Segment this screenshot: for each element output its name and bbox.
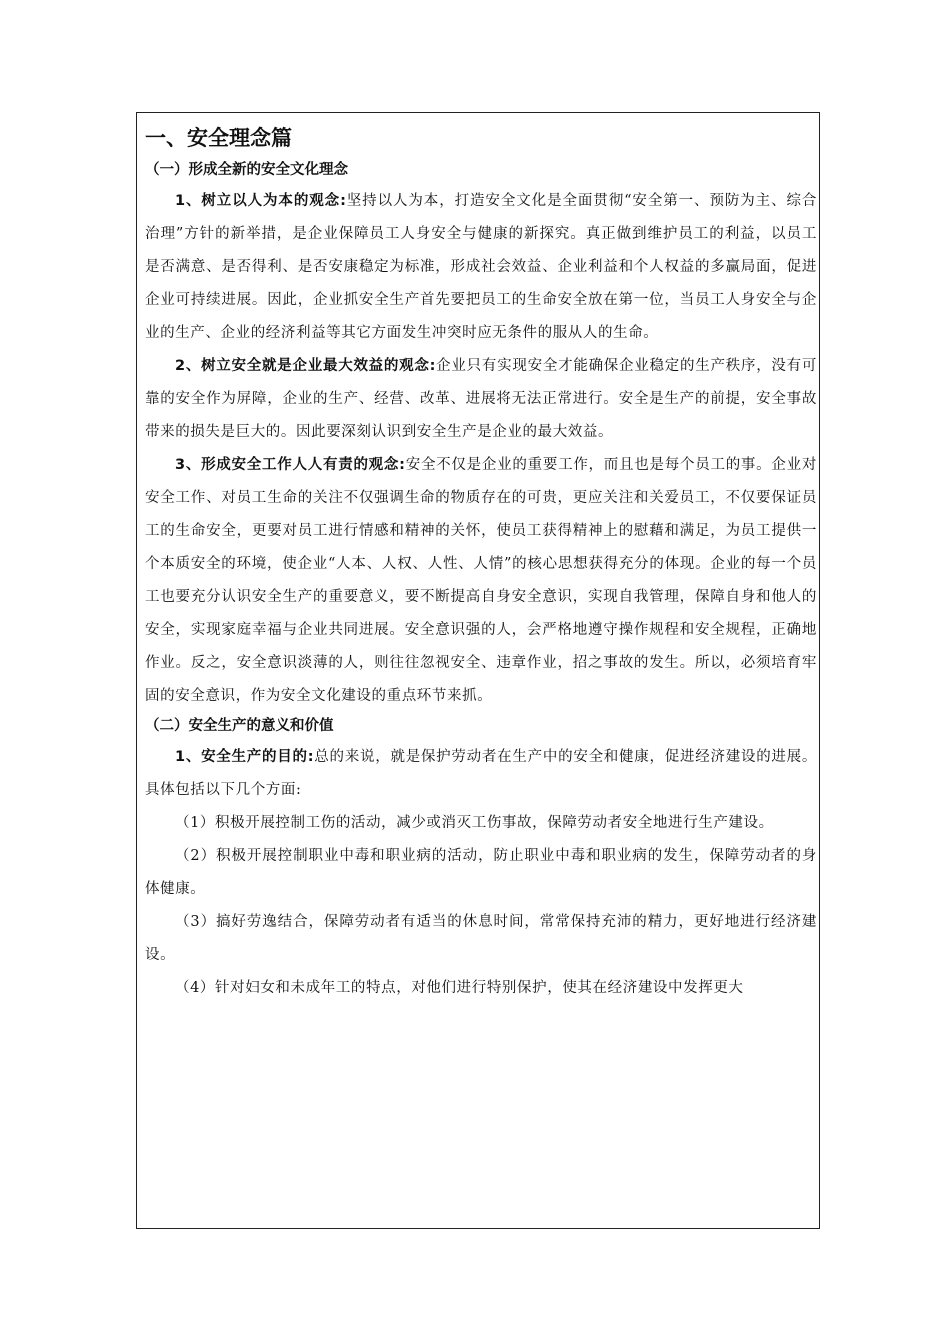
paragraph [145, 185, 817, 350]
part1-heading: （一）形成全新的安全文化理念 [145, 162, 348, 178]
sub-paragraph: （1）积极开展控制工伤的活动，减少或消灭工伤事故，保障劳动者安全地进行生产建设。 [175, 815, 774, 831]
paragraph [145, 449, 817, 713]
paragraph-text: 安全不仅是企业的重要工作，而且也是每个员工的事。企业对安全工作、对员工生命的关注不仅强调生命的物质存在的可贵，更应关注和关爱员工，不仅要保证员工的生命安全，更要对员工进行情感和精神的关怀，使员工获得精神上的慰藉和满足，为员工提供一个本质安全的环境，使企业“人本、人权、人性、人情”的核心思想获得充分的体现。企业的每一个员工也要充分认识安全生产的重要意义，要不断提高自身安全意识，实现自我管理，保障自身和他人的安全，实现家庭幸福与企业共同进展。安全意识强的人，会严格地遵守操作规程和安全规程，正确地作业。反之，安全意识淡薄的人，则往往忽视安全、违章作业，招之事故的发生。所以，必须培育牢固的安全意识，作为安全文化建设的重点环节来抓。 [145, 457, 817, 704]
part2-heading: （二）安全生产的意义和价值 [145, 718, 334, 734]
paragraph [145, 741, 817, 807]
document-frame [136, 112, 820, 1229]
paragraph-text: 总的来说，就是保护劳动者在生产中的安全和健康，促进经济建设的进展。具体包括以下几个方面: [145, 749, 818, 798]
paragraph-text: 企业只有实现安全才能确保企业稳定的生产秩序，没有可靠的安全作为屏障，企业的生产、经营、改革、进展将无法正常进行。安全是生产的前提，安全事故带来的损失是巨大的。因此要深刻认识到安全生产是企业的最大效益。 [145, 358, 818, 440]
paragraph-text: 坚持以人为本，打造安全文化是全面贯彻“安全第一、预防为主、综合治理”方针的新举措，是企业保障员工人身安全与健康的新探究。真正做到维护员工的利益，以员工是否满意、是否得利、是否安康稳定为标准，形成社会效益、企业利益和个人权益的多赢局面，促进企业可持续进展。因此，企业抓安全生产首先要把员工的生命安全放在第一位，当员工人身安全与企业的生产、企业的经济利益等其它方面发生冲突时应无条件的服从人的生命。 [145, 193, 817, 341]
paragraph-label: 1、树立以人为本的观念: [175, 193, 347, 209]
paragraph-label: 3、形成安全工作人人有责的观念: [175, 457, 406, 473]
section-title: 一、安全理念篇 [145, 126, 292, 150]
sub-paragraph: （4）针对妇女和未成年工的特点，对他们进行特别保护，使其在经济建设中发挥更大 [175, 980, 744, 996]
paragraph-label: 1、安全生产的目的: [175, 749, 315, 765]
document-body [145, 123, 817, 1005]
sub-paragraph: （2）积极开展控制职业中毒和职业病的活动，防止职业中毒和职业病的发生，保障劳动者的身体健康。 [145, 848, 817, 897]
sub-paragraph: （3）搞好劳逸结合，保障劳动者有适当的休息时间，常常保持充沛的精力，更好地进行经济建设。 [145, 914, 817, 963]
paragraph-label: 2、树立安全就是企业最大效益的观念: [175, 358, 437, 374]
paragraph [145, 350, 817, 449]
